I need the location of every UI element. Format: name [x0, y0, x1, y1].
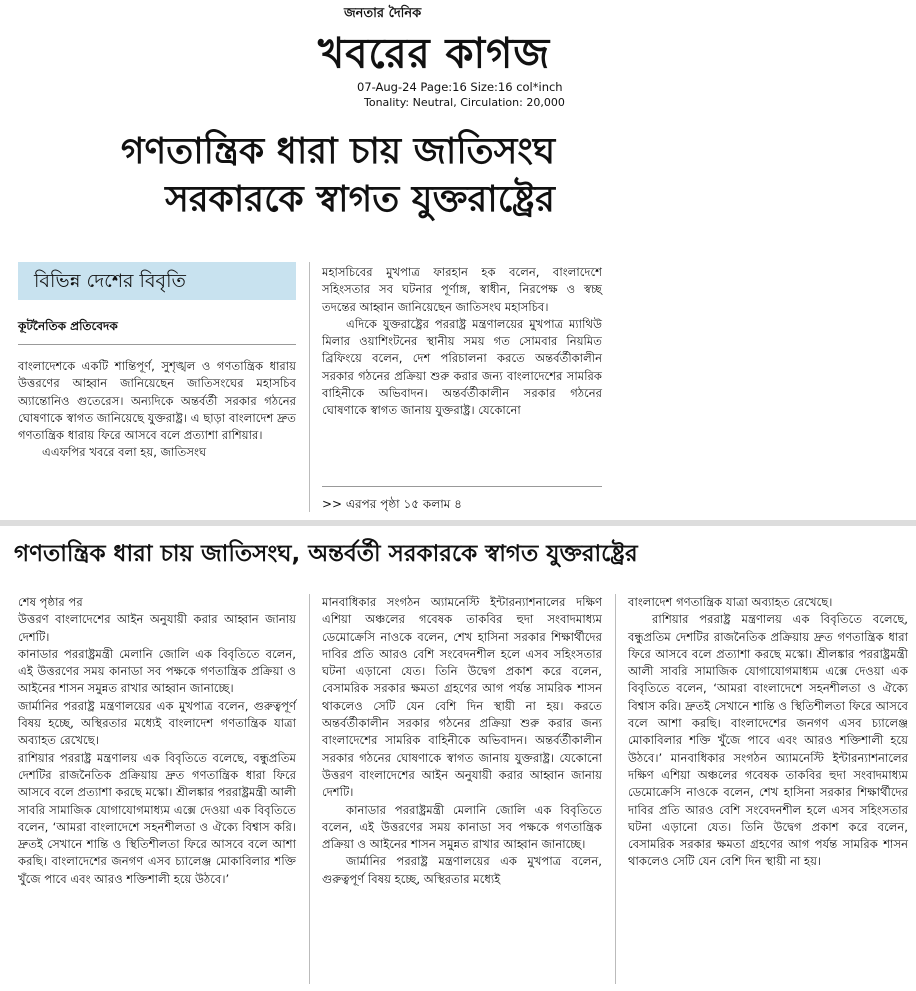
- byline: কূটনৈতিক প্রতিবেদক: [18, 319, 118, 333]
- article-paragraph: মহাসচিবের মুখপাত্র ফারহান হক বলেন, বাংলাদেশে সহিংসতার সব ঘটনার পূর্ণাঙ্গ, স্বাধীন, নিরপেক্ষ ও স্বচ্ছ তদন্তের আহ্বান জানিয়েছেন জাতিসংঘ মহাসচিব।: [322, 265, 602, 314]
- article-paragraph: কানাডার পররাষ্ট্রমন্ত্রী মেলানি জোলি এক বিবৃতিতে বলেন, এই উত্তরণের সময় কানাডা সব পক্ষকে গণতান্ত্রিক প্রক্রিয়া ও আইনের শাসন সমুন্নত রাখার আহ্বান জানাচ্ছে।: [18, 646, 296, 696]
- continuation-column-1: [18, 594, 296, 888]
- article-column-2: [322, 264, 602, 420]
- article-paragraph: জার্মানির পররাষ্ট্র মন্ত্রণালয়ের এক মুখপাত্র বলেন, গুরুত্বপূর্ণ বিষয় হচ্ছে, অস্থিরতার মধ্যেই: [322, 854, 602, 886]
- article-paragraph: কানাডার পররাষ্ট্রমন্ত্রী মেলানি জোলি এক বিবৃতিতে বলেন, এই উত্তরণের সময় কানাডা সব পক্ষকে গণতান্ত্রিক প্রক্রিয়া ও আইনের শাসন সমুন্নত রাখার আহ্বান জানাচ্ছে।: [322, 802, 602, 852]
- byline-divider: [18, 344, 296, 345]
- clip-meta-line2: Tonality: Neutral, Circulation: 20,000: [364, 96, 565, 109]
- article-paragraph: বাংলাদেশকে একটি শান্তিপূর্ণ, সুশৃঙ্খল ও গণতান্ত্রিক ধারায় উত্তরণের আহ্বান জানিয়েছেন জাতিসংঘের মহাসচিব অ্যান্তোনিও গুতেরেস। অন্যদিকে অন্তর্বর্তী সরকার গঠনের ঘোষণাকে স্বাগত জানিয়েছে যুক্তরাষ্ট্র। এ ছাড়া বাংলাদেশ দ্রুত গণতান্ত্রিক ধারায় ফিরে আসবে বলে প্রত্যাশা রাশিয়ার।: [18, 359, 296, 443]
- kicker-box: বিভিন্ন দেশের বিবৃতি: [18, 262, 296, 300]
- continued-note: >> এরপর পৃষ্ঠা ১৫ কলাম ৪: [322, 497, 462, 511]
- section-separator: [0, 520, 916, 526]
- article-paragraph: উত্তরণ বাংলাদেশের আইন অনুযায়ী করার আহ্বান জানায় দেশটি।: [18, 612, 296, 644]
- column-divider: [309, 594, 310, 984]
- article-column-1: [18, 358, 296, 462]
- continuation-column-3: [628, 594, 908, 871]
- article-paragraph: বাংলাদেশ গণতান্ত্রিক যাত্রা অব্যাহত রেখেছে।: [628, 595, 833, 609]
- article-paragraph: শেষ পৃষ্ঠার পর: [18, 595, 83, 609]
- headline-line1: গণতান্ত্রিক ধারা চায় জাতিসংঘ: [120, 131, 556, 172]
- continuation-headline: গণতান্ত্রিক ধারা চায় জাতিসংঘ, অন্তর্বর্তী সরকারকে স্বাগত যুক্তরাষ্ট্রের: [14, 541, 638, 567]
- column-divider: [615, 594, 616, 984]
- article-paragraph: জার্মানির পররাষ্ট্র মন্ত্রণালয়ের এক মুখপাত্র বলেন, গুরুত্বপূর্ণ বিষয় হচ্ছে, অস্থিরতার মধ্যেই বাংলাদেশ গণতান্ত্রিক যাত্রা অব্যাহত রেখেছে।: [18, 698, 296, 748]
- clip-meta-line1: 07-Aug-24 Page:16 Size:16 col*inch: [357, 80, 563, 94]
- continuation-column-2: [322, 594, 602, 888]
- article-paragraph: এএফপির খবরে বলা হয়, জাতিসংঘ: [42, 445, 207, 460]
- column-divider: [309, 262, 310, 512]
- continued-divider: [322, 486, 602, 487]
- masthead-tagline: জনতার দৈনিক: [344, 6, 422, 21]
- headline-line2: সরকারকে স্বাগত যুক্তরাষ্ট্রের: [165, 179, 555, 220]
- masthead-title: খবরের কাগজ: [318, 29, 551, 79]
- article-paragraph: মানবাধিকার সংগঠন অ্যামনেস্টি ইন্টারন্যাশনালের দক্ষিণ এশিয়া অঞ্চলের গবেষক তাকবির হুদা সংবাদমাধ্যম ডেমোক্রেসি নাওকে বলেন, শেখ হাসিনা সরকার শিক্ষার্থীদের দাবির প্রতি আরও বেশি সংবেদনশীল হলে এসব সহিংসতার ঘটনা এড়ানো যেত। তিনি উদ্বেগ প্রকাশ করে বলেন, বেসামরিক সরকার ক্ষমতা গ্রহণের আগ পর্যন্ত সামরিক শাসন থাকলেও সেটি যেন বেশি দিন স্থায়ী না হয়। করতে অন্তর্বর্তীকালীন সরকার গঠনের প্রক্রিয়া শুরু করার জন্য বাংলাদেশের সামরিক বাহিনীকে অভিবাদন। অন্তর্বর্তীকালীন সরকার গঠনের ঘোষণাকে স্বাগত জানায় যুক্তরাষ্ট্র। যেকোনো উত্তরণ বাংলাদেশের আইন অনুযায়ী করার আহ্বান জানায় দেশটি।: [322, 595, 602, 800]
- article-paragraph: রাশিয়ার পররাষ্ট্র মন্ত্রণালয় এক বিবৃতিতে বলেছে, বন্ধুপ্রতিম দেশটির রাজনৈতিক প্রক্রিয়ায় দ্রুত গণতান্ত্রিক ধারা ফিরে আসবে বলে প্রত্যাশা করছে মস্কো। শ্রীলঙ্কার পররাষ্ট্রমন্ত্রী আলী সাবরি সামাজিক যোগাযোগমাধ্যম এক্সে দেওয়া এক বিবৃতিতে বলেন, ‘আমরা বাংলাদেশে সহনশীলতা ও ঐক্যে বিশ্বাস করি। দ্রুতই সেখানে শান্তি ও স্থিতিশীলতা ফিরে আসবে বলে আশা করছি। বাংলাদেশের জনগণ এসব চ্যালেঞ্জ মোকাবিলার শক্তি খুঁজে পাবে এবং আরও শক্তিশালী হয়ে উঠবে।’: [18, 750, 296, 886]
- article-paragraph: রাশিয়ার পররাষ্ট্র মন্ত্রণালয় এক বিবৃতিতে বলেছে, বন্ধুপ্রতিম দেশটির রাজনৈতিক প্রক্রিয়ায় দ্রুত গণতান্ত্রিক ধারা ফিরে আসবে বলে প্রত্যাশা করছে মস্কো। শ্রীলঙ্কার পররাষ্ট্রমন্ত্রী আলী সাবরি সামাজিক যোগাযোগমাধ্যম এক্সে দেওয়া এক বিবৃতিতে বলেন, ‘আমরা বাংলাদেশে সহনশীলতা ও ঐক্যে বিশ্বাস করি। দ্রুতই সেখানে শান্তি ও স্থিতিশীলতা ফিরে আসবে বলে আশা করছি। বাংলাদেশের জনগণ এসব চ্যালেঞ্জ মোকাবিলার শক্তি খুঁজে পাবে এবং আরও শক্তিশালী হয়ে উঠবে।’ মানবাধিকার সংগঠন অ্যামনেস্টি ইন্টারন্যাশনালের দক্ষিণ এশিয়া অঞ্চলের গবেষক তাকবির হুদা সংবাদমাধ্যম ডেমোক্রেসি নাওকে বলেন, শেখ হাসিনা সরকার শিক্ষার্থীদের দাবির প্রতি আরও বেশি সংবেদনশীল হলে এসব সহিংসতার ঘটনা এড়ানো যেত। তিনি উদ্বেগ প্রকাশ করে বলেন, বেসামরিক সরকার ক্ষমতা গ্রহণের আগ পর্যন্ত সামরিক শাসন থাকলেও সেটি যেন বেশি দিন স্থায়ী না হয়।: [628, 612, 908, 869]
- article-paragraph: এদিকে যুক্তরাষ্ট্রের পররাষ্ট্র মন্ত্রণালয়ের মুখপাত্র ম্যাথিউ মিলার ওয়াশিংটনের স্থানীয় সময় গত সোমবার নিয়মিত ব্রিফিংয়ে বলেন, দেশ পরিচালনা করতে অন্তর্বর্তীকালীন সরকার গঠনের প্রক্রিয়া শুরু করার জন্য বাংলাদেশের সামরিক বাহিনীকে অভিবাদন। অন্তর্বর্তীকালীন সরকার গঠনের ঘোষণাকে স্বাগত জানায় যুক্তরাষ্ট্র। যেকোনো: [322, 316, 602, 418]
